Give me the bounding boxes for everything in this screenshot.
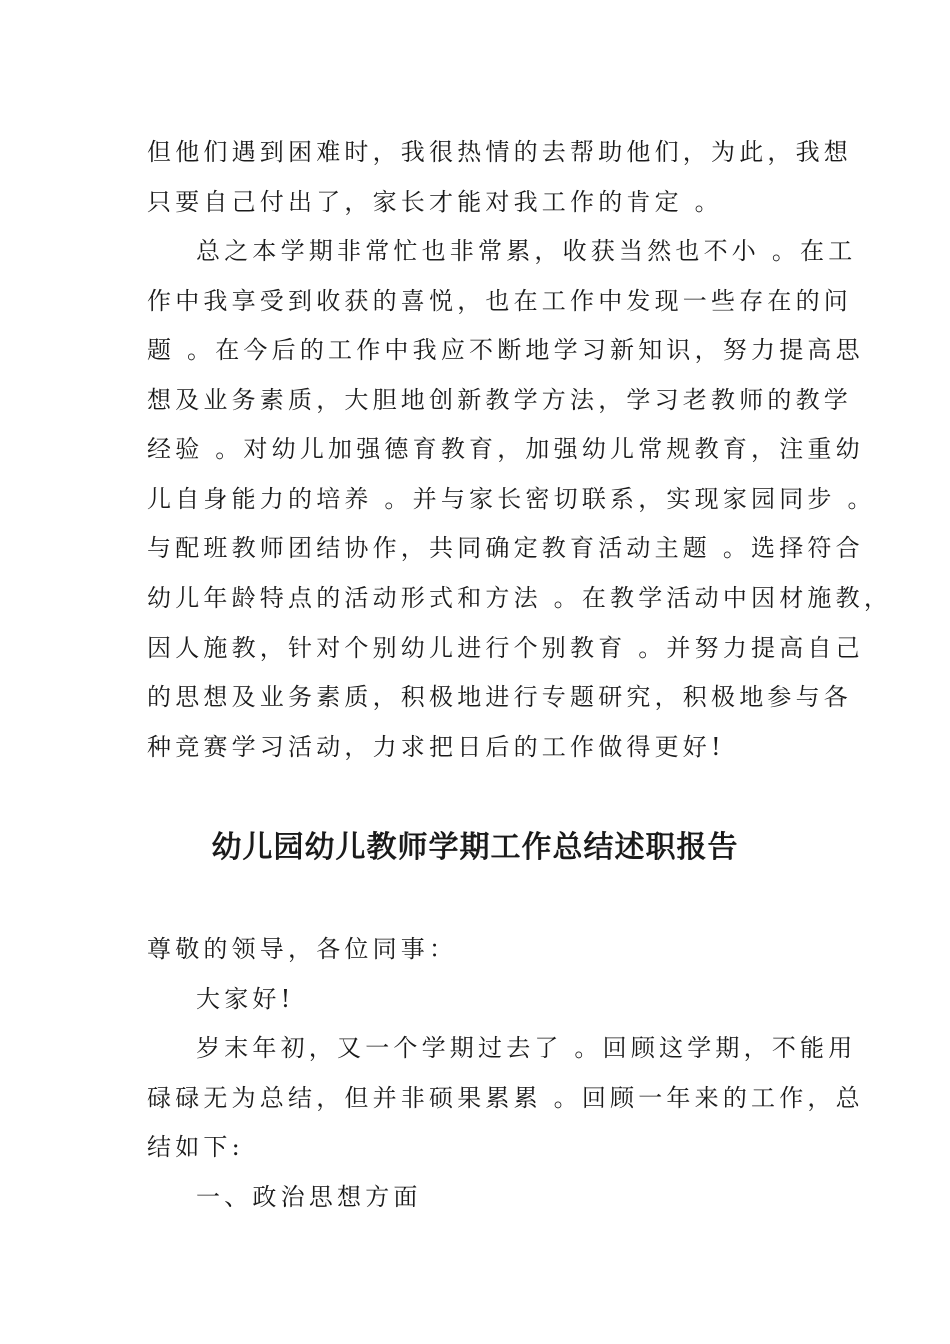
paragraph-line: 想及业务素质，大胆地创新教学方法，学习老教师的教学 bbox=[147, 386, 852, 414]
salutation: 尊敬的领导，各位同事： bbox=[147, 935, 458, 963]
paragraph-line: 因人施教，针对个别幼儿进行个别教育 。并努力提高自己 bbox=[147, 634, 864, 662]
greeting: 大家好! bbox=[196, 985, 295, 1013]
paragraph-line: 幼儿年龄特点的活动形式和方法 。在教学活动中因材施教， bbox=[147, 584, 893, 612]
paragraph-line: 结如下: bbox=[147, 1133, 244, 1161]
paragraph-line: 儿自身能力的培养 。并与家长密切联系，实现家园同步 。 bbox=[147, 485, 876, 513]
paragraph-line: 与配班教师团结协作，共同确定教育活动主题 。选择符合 bbox=[147, 534, 864, 562]
paragraph-line: 题 。在今后的工作中我应不断地学习新知识，努力提高思 bbox=[147, 336, 864, 364]
report-title: 幼儿园幼儿教师学期工作总结述职报告 bbox=[211, 830, 739, 865]
paragraph-line: 经验 。对幼儿加强德育教育，加强幼儿常规教育，注重幼 bbox=[147, 435, 864, 463]
paragraph-line: 种竞赛学习活动，力求把日后的工作做得更好! bbox=[147, 733, 725, 761]
paragraph-line: 只要自己付出了，家长才能对我工作的肯定 。 bbox=[147, 188, 723, 216]
section-heading: 一、政治思想方面 bbox=[196, 1183, 422, 1211]
paragraph-line: 碌碌无为总结，但并非硕果累累 。回顾一年来的工作，总 bbox=[147, 1084, 864, 1112]
paragraph-line: 岁末年初，又一个学期过去了 。回顾这学期，不能用 bbox=[196, 1034, 857, 1062]
paragraph-line: 总之本学期非常忙也非常累，收获当然也不小 。在工 bbox=[196, 237, 857, 265]
paragraph-line: 的思想及业务素质，积极地进行专题研究，积极地参与各 bbox=[147, 683, 852, 711]
paragraph-line: 但他们遇到困难时，我很热情的去帮助他们，为此，我想 bbox=[147, 138, 852, 166]
paragraph-line: 作中我享受到收获的喜悦，也在工作中发现一些存在的问 bbox=[147, 287, 852, 315]
